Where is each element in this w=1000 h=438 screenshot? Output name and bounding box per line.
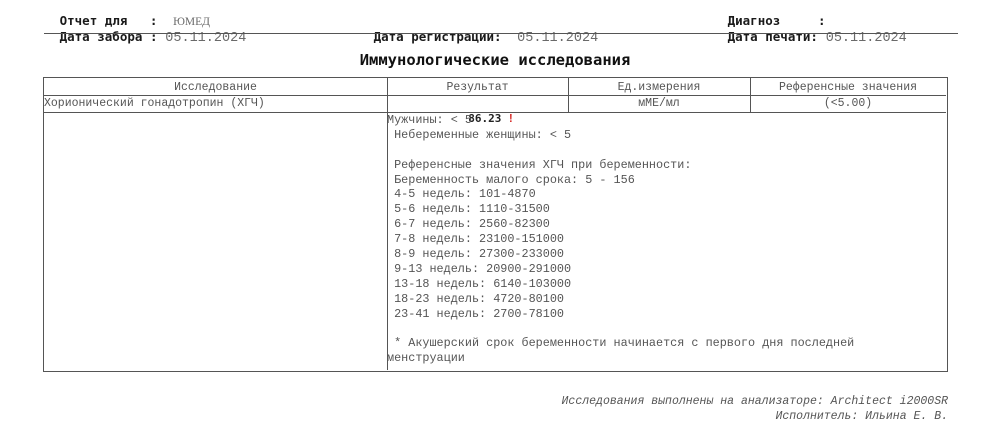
note-line	[387, 321, 947, 336]
note-line: 5-6 недель: 1110-31500	[387, 202, 550, 217]
print-date-value: 05.11.2024	[825, 31, 907, 46]
note-line: 13-18 недель: 6140-103000	[387, 276, 572, 291]
note-line: 6-7 недель: 2560-82300	[387, 217, 550, 232]
note-line: 4-5 недель: 101-4870	[387, 187, 536, 202]
collection-date-label: Дата забора	[59, 29, 143, 44]
performer-note: Исполнитель: Ильина Е. В.	[775, 410, 948, 423]
registration-date-value: 05.11.2024	[517, 31, 599, 46]
abnormal-flag-icon: !	[507, 113, 515, 126]
column-header-reference: Референсные значения	[778, 81, 918, 94]
test-name: Хорионический гонадотропин (ХГЧ)	[44, 97, 265, 110]
note-line: 9-13 недель: 20900-291000	[387, 261, 572, 276]
print-date-label: Дата печати:	[727, 29, 818, 44]
note-line: 23-41 недель: 2700-78100	[387, 306, 564, 321]
collection-date-line	[44, 16, 246, 46]
unit-value: мМЕ/мл	[638, 97, 680, 110]
header-divider	[44, 33, 958, 34]
diagnosis-label: Диагноз	[727, 13, 781, 28]
note-line: 8-9 недель: 27300-233000	[387, 247, 564, 262]
report-for-sep: :	[149, 13, 158, 28]
reference-value: (<5.00)	[823, 97, 873, 110]
registration-date-line	[358, 16, 598, 46]
registration-date-label: Дата регистрации:	[373, 29, 502, 44]
note-line	[387, 143, 947, 158]
analyzer-note: Исследования выполнены на анализаторе: Architect i2000SR	[561, 395, 948, 408]
note-line: Беременность малого срока: 5 - 156	[387, 172, 635, 187]
note-line: 7-8 недель: 23100-151000	[387, 232, 564, 247]
note-line: 18-23 недель: 4720-80100	[387, 291, 564, 306]
diagnosis-sep: :	[817, 13, 826, 28]
section-title: Иммунологические исследования	[359, 51, 631, 69]
reference-notes	[387, 113, 947, 366]
column-header-test: Исследование	[174, 81, 257, 94]
report-for-label: Отчет для	[59, 13, 128, 28]
column-header-unit: Ед.измерения	[617, 81, 701, 94]
note-line: Референсные значения ХГЧ при беременности:	[387, 157, 692, 172]
spacer	[142, 29, 150, 44]
collection-date-value: 05.11.2024	[165, 31, 247, 46]
note-line: * Акушерский срок беременности начинается с первого дня последней	[387, 336, 855, 351]
results-table	[43, 77, 948, 372]
column-header-result: Результат	[446, 81, 509, 94]
print-date-line	[712, 16, 907, 46]
note-line: Небеременные женщины: < 5	[387, 127, 572, 142]
note-line: Мужчины: < 5	[387, 113, 472, 127]
report-for-value: ЮМЕД	[173, 16, 210, 28]
result-value: 86.23	[468, 112, 502, 125]
collection-date-sep: :	[149, 29, 158, 44]
note-line: менструации	[387, 351, 465, 366]
